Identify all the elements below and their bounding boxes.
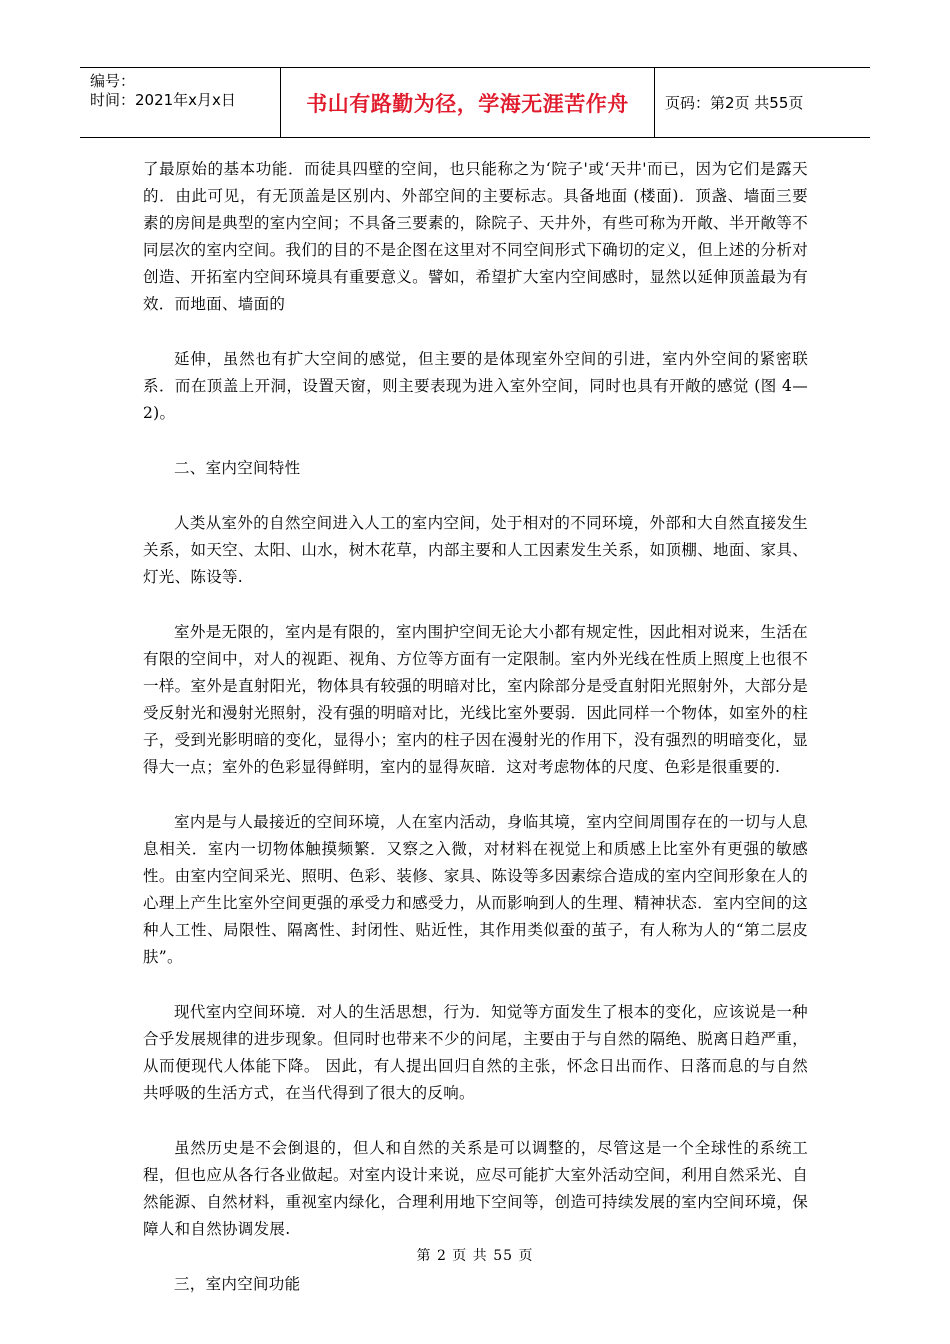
paragraph: 室外是无限的，室内是有限的，室内围护空间无论大小都有规定性，因此相对说来，生活在有限的空间中，对人的视距、视角、方位等方面有一定限制。室内外光线在性质上照度上也很不一样。室外是直射阳光，物体具有较强的明暗对比，室内除部分是受直射阳光照射外，大部分是受反射光和漫射光照射，没有强的明暗对比，光线比室外要弱．因此同样一个物体，如室外的柱子，受到光影明暗的变化，显得小；室内的柱子因在漫射光的作用下，没有强烈的明暗变化，显得大一点；室外的色彩显得鲜明，室内的显得灰暗．这对考虑物体的尺度、色彩是很重要的. — [143, 623, 808, 776]
header-page-info: 页码：第2页 共55页 — [665, 94, 804, 112]
section-heading: 三，室内空间功能 — [174, 1275, 301, 1293]
paragraph: 延伸，虽然也有扩大空间的感觉，但主要的是体现室外空间的引进，室内外空间的紧密联系．而在顶盖上开洞，设置天窗，则主要表现为进入室外空间，同时也具有开敞的感觉 (图 4—2)。 — [143, 350, 808, 422]
paragraph: 虽然历史是不会倒退的，但人和自然的关系是可以调整的，尽管这是一个全球性的系统工程，但也应从各行各业做起。对室内设计来说，应尽可能扩大室外活动空间，利用自然采光、自然能源、自然材料，重视室内绿化，合理利用地下空间等，创造可持续发展的室内空间环境，保障人和自然协调发展. — [143, 1139, 808, 1238]
header-motto: 书山有路勤为径，学海无涯苦作舟 — [281, 68, 655, 137]
paragraph: 现代室内空间环境．对人的生活思想，行为．知觉等方面发生了根本的变化，应该说是一种合乎发展规律的进步现象。但同时也带来不少的问尾，主要由于与自然的隔绝、脱离日趋严重，从而便现代人体能下降。 因此，有人提出回归自然的主张，怀念日出而作、日落而息的与自然共呼吸的生活方式，在当代得到了很大的反响。 — [143, 1003, 808, 1102]
paragraph: 人类从室外的自然空间进入人工的室内空间，处于相对的不同环境，外部和大自然直接发生关系，如天空、太阳、山水，树木花草，内部主要和人工因素发生关系，如顶棚、地面、家具、灯光、陈设等. — [143, 514, 808, 586]
document-body — [143, 156, 808, 1326]
paragraph: 室内是与人最接近的空间环境，人在室内活动，身临其境，室内空间周围存在的一切与人息息相关．室内一切物体触摸频繁．又察之入微，对材料在视觉上和质感上比室外有更强的敏感性。由室内空间采光、照明、色彩、装修、家具、陈设等多因素综合造成的室内空间形象在人的心理上产生比室外空间更强的承受力和感受力，从而影响到人的生理、精神状态．室内空间的这种人工性、局限性、隔离性、封闭性、贴近性，其作用类似蚕的茧子，有人称为人的“第二层皮肤”。 — [143, 813, 808, 966]
page-header — [80, 67, 870, 138]
section-heading: 二、室内空间特性 — [174, 459, 301, 477]
header-meta — [80, 68, 281, 137]
time-label: 时间：2021年x月x日 — [90, 91, 236, 109]
page-footer: 第 2 页 共 55 页 — [416, 1248, 534, 1264]
number-label: 编号： — [90, 72, 136, 90]
paragraph: 了最原始的基本功能．而徒具四壁的空间，也只能称之为‘院子'或‘天井'而已，因为它们是露天的．由此可见，有无顶盖是区别内、外部空间的主要标志。具备地面 (楼面)．顶盏、墙面三要素的房间是典型的室内空间；不具备三要素的，除院子、天井外，有些可称为开敞、半开敞等不同层次的室内空间。我们的目的不是企图在这里对不同空间形式下确切的定义，但上述的分析对创造、开拓室内空间环境具有重要意义。譬如，希望扩大室内空间感时，显然以延伸顶盖最为有效．而地面、墙面的 — [143, 160, 808, 313]
